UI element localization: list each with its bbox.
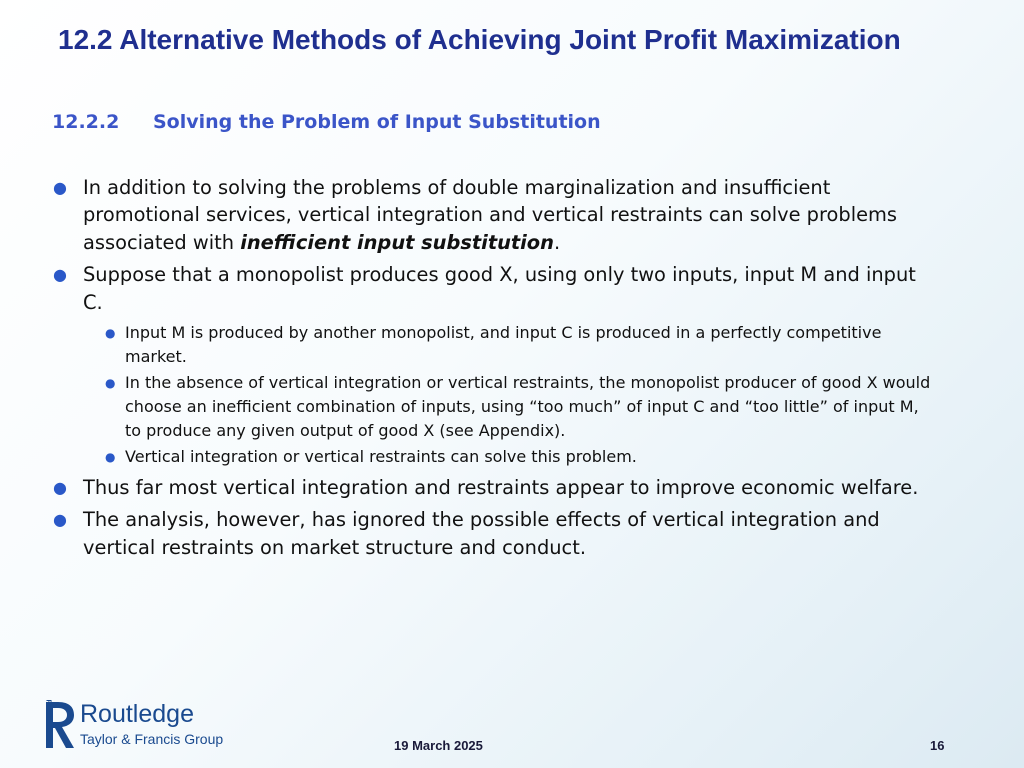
logo-tagline: Taylor & Francis Group bbox=[80, 731, 224, 747]
bullet-dot-icon: ● bbox=[53, 510, 67, 530]
subtitle-text: Solving the Problem of Input Substitution bbox=[153, 111, 601, 133]
bullet-text: In addition to solving the problems of double marginalization and insufficient promotional services, vertical integration and vertical restraints can solve problems associated with bbox=[83, 176, 898, 254]
bullet-emphasis: inefficient input substitution bbox=[240, 230, 554, 254]
subtitle-number: 12.2.2 bbox=[52, 111, 120, 133]
bullet-item bbox=[52, 506, 932, 561]
slide-title: 12.2 Alternative Methods of Achieving Joint Profit Maximization bbox=[58, 24, 901, 55]
bullet-dot-icon: ● bbox=[53, 265, 67, 285]
sub-bullet-text: Vertical integration or vertical restraints can solve this problem. bbox=[125, 447, 637, 467]
bullet-item bbox=[52, 261, 932, 316]
bullet-item bbox=[52, 174, 932, 256]
footer-date: 19 March 2025 bbox=[394, 738, 483, 753]
sub-bullet-text: In the absence of vertical integration or vertical restraints, the monopolist producer of good X would choose an inefficient combination of inputs, using “too much” of input C and “too little” of input M, to produce any given output of good X (see Appendix). bbox=[125, 373, 931, 441]
bullet-item bbox=[52, 474, 932, 501]
sub-bullet-dot-icon: ● bbox=[105, 326, 116, 341]
bullet-text: The analysis, however, has ignored the possible effects of vertical integration and vertical restraints on market structure and conduct. bbox=[83, 508, 880, 559]
sub-bullet-text: Input M is produced by another monopolist, and input C is produced in a perfectly competitive market. bbox=[125, 323, 882, 367]
sub-bullet-dot-icon: ● bbox=[105, 450, 116, 465]
sub-bullet-item bbox=[105, 321, 932, 369]
routledge-logo bbox=[34, 698, 224, 754]
sub-bullet-dot-icon: ● bbox=[105, 376, 116, 391]
bullet-text-end: . bbox=[553, 230, 561, 254]
sub-bullet-list bbox=[52, 321, 932, 469]
page-number: 16 bbox=[930, 738, 945, 753]
bullet-text: Thus far most vertical integration and restraints appear to improve economic welfare. bbox=[83, 476, 919, 500]
sub-bullet-item bbox=[105, 371, 932, 443]
bullet-dot-icon: ● bbox=[53, 478, 67, 498]
bullet-dot-icon: ● bbox=[53, 178, 67, 197]
sub-bullet-item bbox=[105, 445, 932, 469]
bullet-list bbox=[52, 174, 932, 566]
slide-subtitle bbox=[52, 110, 952, 134]
logo-name: Routledge bbox=[80, 700, 194, 728]
logo-vertical-text: ROUTLEDGE bbox=[44, 699, 52, 744]
bullet-text: Suppose that a monopolist produces good X, using only two inputs, input M and input C. bbox=[83, 263, 916, 314]
